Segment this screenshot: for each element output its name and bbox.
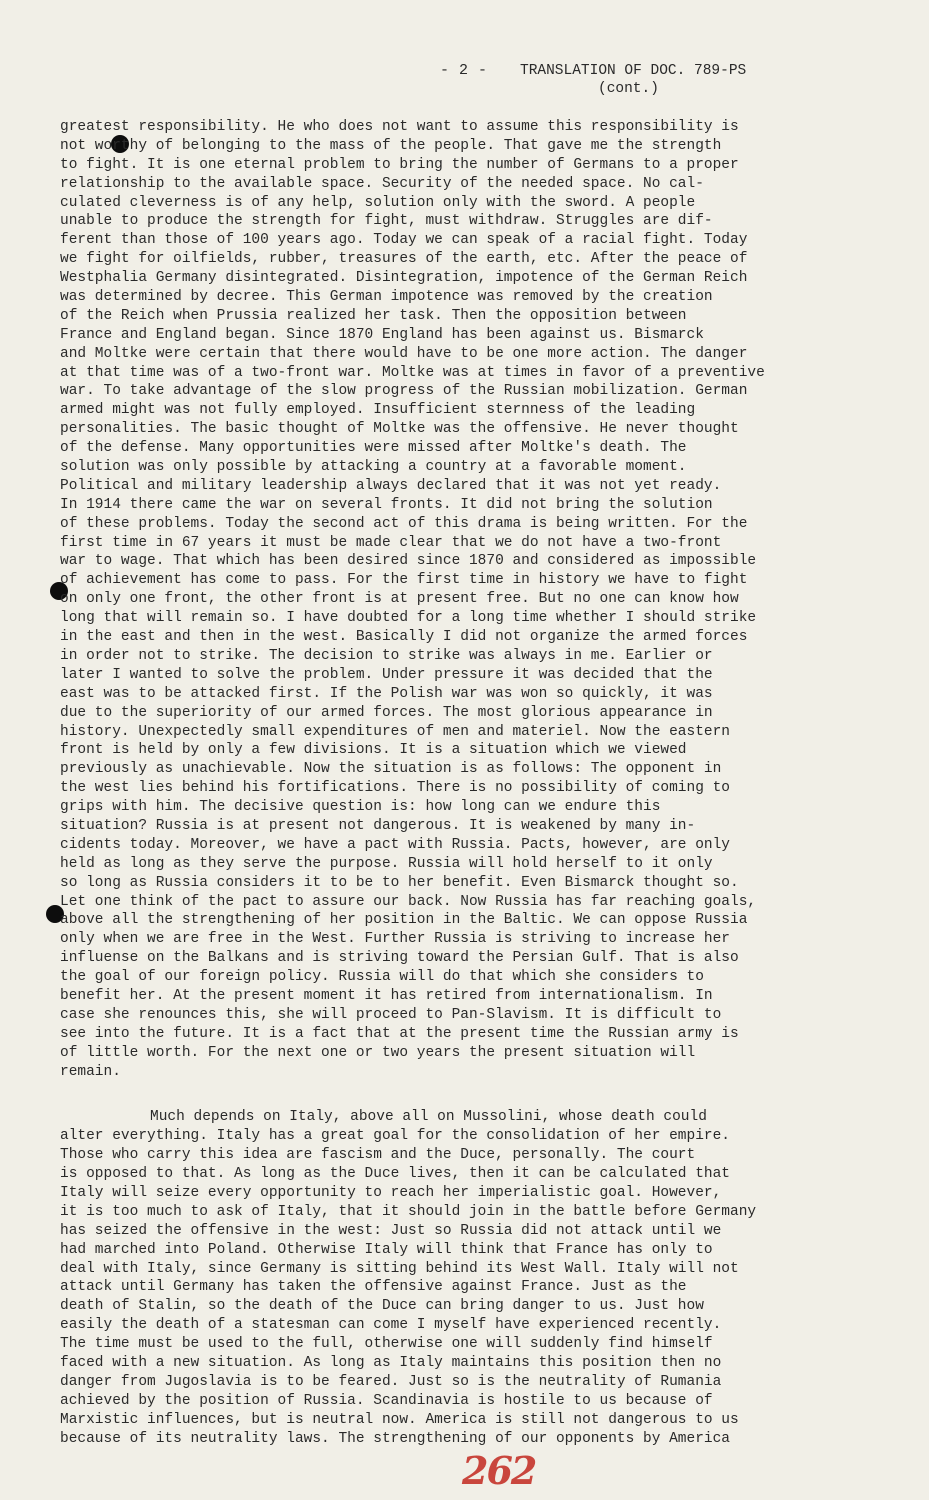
document-body bbox=[60, 118, 860, 1448]
text-line: was determined by decree. This German impotence was removed by the creation bbox=[60, 289, 713, 306]
text-line: is opposed to that. As long as the Duce lives, then it can be calculated that bbox=[60, 1166, 731, 1183]
text-line: later I wanted to solve the problem. Under pressure it was decided that the bbox=[60, 666, 713, 683]
text-line: Political and military leadership always declared that it was not yet ready. bbox=[60, 477, 722, 494]
document-title-continued: (cont.) bbox=[598, 81, 659, 97]
handwritten-page-number: 262 bbox=[462, 1448, 536, 1493]
text-line: attack until Germany has taken the offensive against France. Just as the bbox=[60, 1279, 687, 1296]
document-title-main: TRANSLATION OF DOC. 789-PS bbox=[520, 63, 747, 79]
text-line: of the defense. Many opportunities were missed after Moltke's death. The bbox=[60, 440, 687, 457]
text-line: war to wage. That which has been desired since 1870 and considered as impossible bbox=[60, 553, 757, 570]
text-line: the west lies behind his fortifications. There is no possibility of coming to bbox=[60, 780, 731, 797]
text-line: relationship to the available space. Security of the needed space. No cal- bbox=[60, 175, 704, 192]
text-line: the goal of our foreign policy. Russia will do that which she considers to bbox=[60, 969, 704, 986]
text-line: to fight. It is one eternal problem to bring the number of Germans to a proper bbox=[60, 156, 739, 173]
text-line: Much depends on Italy, above all on Mussolini, whose death could bbox=[150, 1109, 707, 1126]
text-line: Those who carry this idea are fascism and the Duce, personally. The court bbox=[60, 1147, 696, 1164]
text-line: held as long as they serve the purpose. Russia will hold herself to it only bbox=[60, 855, 713, 872]
text-line: see into the future. It is a fact that at the present time the Russian army is bbox=[60, 1025, 739, 1042]
text-line: previously as unachievable. Now the situation is as follows: The opponent in bbox=[60, 761, 722, 778]
text-line: at that time was of a two-front war. Moltke was at times in favor of a preventive bbox=[60, 364, 765, 381]
text-line: long that will remain so. I have doubted for a long time whether I should strike bbox=[60, 610, 757, 627]
text-line: Marxistic influences, but is neutral now. America is still not dangerous to us bbox=[60, 1411, 739, 1428]
text-line: we fight for oilfields, rubber, treasures of the earth, etc. After the peace of bbox=[60, 251, 748, 268]
text-line: history. Unexpectedly small expenditures of men and materiel. Now the eastern bbox=[60, 723, 731, 740]
text-line: cidents today. Moreover, we have a pact with Russia. Pacts, however, are only bbox=[60, 836, 731, 853]
text-line: Let one think of the pact to assure our back. Now Russia has far reaching goals, bbox=[60, 893, 757, 910]
text-line: danger from Jugoslavia is to be feared. Just so is the neutrality of Rumania bbox=[60, 1373, 722, 1390]
text-line: first time in 67 years it must be made clear that we do not have a two-front bbox=[60, 534, 722, 551]
text-line: death of Stalin, so the death of the Duce can bring danger to us. Just how bbox=[60, 1298, 704, 1315]
text-line: Westphalia Germany disintegrated. Disintegration, impotence of the German Reich bbox=[60, 270, 748, 287]
text-line: and Moltke were certain that there would have to be one more action. The danger bbox=[60, 345, 748, 362]
text-line: unable to produce the strength for fight, must withdraw. Struggles are dif- bbox=[60, 213, 713, 230]
text-line: situation? Russia is at present not dangerous. It is weakened by many in- bbox=[60, 817, 696, 834]
text-line: had marched into Poland. Otherwise Italy will think that France has only to bbox=[60, 1241, 713, 1258]
text-line: personalities. The basic thought of Moltke was the offensive. He never thought bbox=[60, 421, 739, 438]
text-line: greatest responsibility. He who does not want to assume this responsibility is bbox=[60, 119, 739, 135]
text-line: easily the death of a statesman can come I myself have experienced recently. bbox=[60, 1317, 722, 1334]
text-line: only when we are free in the West. Further Russia is striving to increase her bbox=[60, 931, 731, 948]
text-line: so long as Russia considers it to be to her benefit. Even Bismarck thought so. bbox=[60, 874, 739, 891]
text-line: east was to be attacked first. If the Polish war was won so quickly, it was bbox=[60, 685, 713, 702]
text-line: ferent than those of 100 years ago. Today we can speak of a racial fight. Today bbox=[60, 232, 748, 249]
text-line: France and England began. Since 1870 England has been against us. Bismarck bbox=[60, 326, 704, 343]
paragraph-1 bbox=[60, 118, 860, 1081]
text-line: case she renounces this, she will proceed to Pan-Slavism. It is difficult to bbox=[60, 1006, 722, 1023]
text-line: grips with him. The decisive question is: how long can we endure this bbox=[60, 799, 661, 816]
text-line: above all the strengthening of her position in the Baltic. We can oppose Russia bbox=[60, 912, 748, 929]
text-line: The time must be used to the full, otherwise one will suddenly find himself bbox=[60, 1336, 713, 1353]
text-line: Italy will seize every opportunity to reach her imperialistic goal. However, bbox=[60, 1184, 722, 1201]
text-line: of little worth. For the next one or two years the present situation will bbox=[60, 1044, 696, 1061]
text-line: alter everything. Italy has a great goal for the consolidation of her empire. bbox=[60, 1128, 731, 1145]
text-line: in the east and then in the west. Basically I did not organize the armed forces bbox=[60, 629, 748, 646]
text-line: In 1914 there came the war on several fronts. It did not bring the solution bbox=[60, 496, 713, 513]
text-line: deal with Italy, since Germany is sitting behind its West Wall. Italy will not bbox=[60, 1260, 739, 1277]
text-line: influense on the Balkans and is striving toward the Persian Gulf. That is also bbox=[60, 950, 739, 967]
text-line: has seized the offensive in the west: Just so Russia did not attack until we bbox=[60, 1222, 722, 1239]
text-line: because of its neutrality laws. The strengthening of our opponents by America bbox=[60, 1430, 731, 1447]
text-line: it is too much to ask of Italy, that it should join in the battle before Germany bbox=[60, 1203, 757, 1220]
text-line: in order not to strike. The decision to strike was always in me. Earlier or bbox=[60, 647, 713, 664]
text-line: remain. bbox=[60, 1063, 121, 1080]
text-line: solution was only possible by attacking a country at a favorable moment. bbox=[60, 459, 687, 476]
text-line: not worthy of belonging to the mass of the people. That gave me the strength bbox=[60, 137, 722, 154]
text-line: due to the superiority of our armed forces. The most glorious appearance in bbox=[60, 704, 713, 721]
document-title bbox=[520, 62, 746, 98]
text-line: faced with a new situation. As long as Italy maintains this position then no bbox=[60, 1355, 722, 1371]
text-line: of achievement has come to pass. For the first time in history we have to fight bbox=[60, 572, 748, 589]
text-line: benefit her. At the present moment it has retired from internationalism. In bbox=[60, 987, 713, 1004]
text-line: of the Reich when Prussia realized her task. Then the opposition between bbox=[60, 307, 687, 324]
paragraph-gap bbox=[60, 1081, 860, 1108]
text-line: front is held by only a few divisions. It is a situation which we viewed bbox=[60, 742, 687, 759]
text-line: on only one front, the other front is at present free. But no one can know how bbox=[60, 591, 739, 608]
text-line: war. To take advantage of the slow progress of the Russian mobilization. German bbox=[60, 383, 748, 400]
text-line: culated cleverness is of any help, solution only with the sword. A people bbox=[60, 194, 696, 211]
text-line: achieved by the position of Russia. Scandinavia is hostile to us because of bbox=[60, 1392, 713, 1409]
text-line: of these problems. Today the second act of this drama is being written. For the bbox=[60, 515, 748, 532]
page-number: - 2 - bbox=[440, 62, 488, 79]
text-line: armed might was not fully employed. Insufficient sternness of the leading bbox=[60, 402, 696, 419]
paragraph-2 bbox=[60, 1108, 860, 1448]
